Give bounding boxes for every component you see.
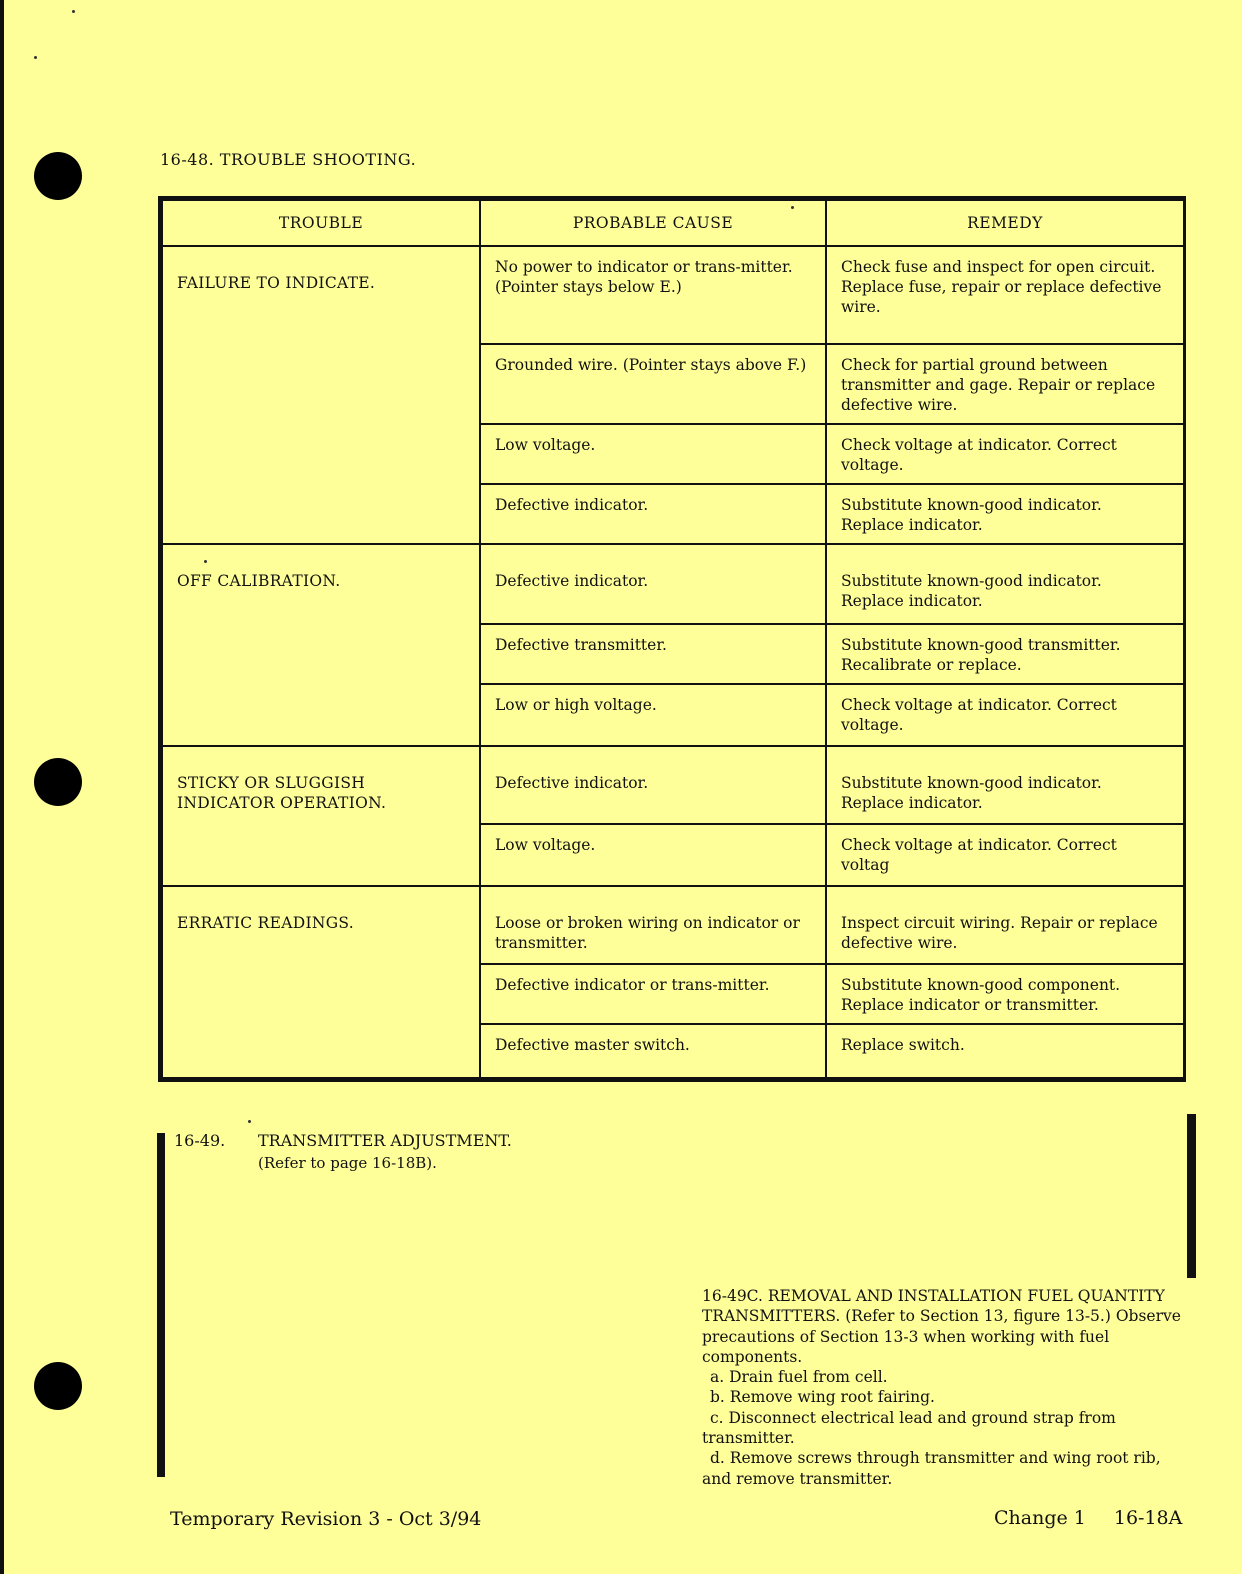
remedy-cell: Inspect circuit wiring. Repair or replace defective wire. bbox=[826, 886, 1184, 964]
table-row bbox=[162, 886, 1184, 964]
cause-cell: Low voltage. bbox=[480, 424, 826, 484]
page-footer bbox=[994, 1507, 1182, 1529]
cause-cell: Defective master switch. bbox=[480, 1024, 826, 1078]
revision-change-bar bbox=[1187, 1114, 1196, 1278]
remedy-cell: Substitute known-good indicator. Replace indicator. bbox=[826, 544, 1184, 624]
procedure-step: b. Remove wing root fairing. bbox=[710, 1388, 935, 1407]
cause-cell: Defective indicator. bbox=[480, 484, 826, 544]
header-remedy: REMEDY bbox=[826, 200, 1184, 246]
binder-hole-icon bbox=[34, 758, 82, 806]
binder-hole-icon bbox=[34, 1362, 82, 1410]
remedy-cell: Check for partial ground between transmitter and gage. Repair or replace defective wire. bbox=[826, 344, 1184, 424]
remedy-cell: Substitute known-good transmitter. Recalibrate or replace. bbox=[826, 624, 1184, 684]
trouble-cell: ERRATIC READINGS. bbox=[162, 886, 480, 1078]
cause-cell: Defective indicator or trans-mitter. bbox=[480, 964, 826, 1024]
page-left-edge bbox=[0, 0, 4, 1574]
remedy-cell: Substitute known-good indicator. Replace indicator. bbox=[826, 746, 1184, 824]
remedy-cell: Replace switch. bbox=[826, 1024, 1184, 1078]
table-row bbox=[162, 544, 1184, 624]
binder-hole-icon bbox=[34, 152, 82, 200]
remedy-cell: Substitute known-good indicator. Replace indicator. bbox=[826, 484, 1184, 544]
remedy-cell: Check fuse and inspect for open circuit. Replace fuse, repair or replace defective wire. bbox=[826, 246, 1184, 344]
paragraph-number: 16-49. bbox=[174, 1131, 226, 1150]
procedure-step: d. Remove screws through transmitter and wing root rib, and remove transmitter. bbox=[702, 1449, 1161, 1488]
paragraph-16-49 bbox=[174, 1130, 512, 1174]
trouble-cell: FAILURE TO INDICATE. bbox=[162, 246, 480, 544]
remedy-cell: Check voltage at indicator. Correct voltage. bbox=[826, 424, 1184, 484]
cause-cell: Defective indicator. bbox=[480, 746, 826, 824]
trouble-cell: OFF CALIBRATION. bbox=[162, 544, 480, 746]
cause-cell: Defective indicator. bbox=[480, 544, 826, 624]
procedure-step: a. Drain fuel from cell. bbox=[710, 1368, 888, 1387]
table-row bbox=[162, 746, 1184, 824]
speck bbox=[248, 1120, 251, 1123]
section-heading: 16-48. TROUBLE SHOOTING. bbox=[160, 150, 417, 169]
cause-cell: Low voltage. bbox=[480, 824, 826, 886]
remedy-cell: Check voltage at indicator. Correct voltage. bbox=[826, 684, 1184, 746]
cause-cell: Grounded wire. (Pointer stays above F.) bbox=[480, 344, 826, 424]
speck bbox=[34, 56, 37, 59]
header-probable-cause: PROBABLE CAUSE bbox=[480, 200, 826, 246]
remedy-cell: Check voltage at indicator. Correct voltag bbox=[826, 824, 1184, 886]
procedure-step: c. Disconnect electrical lead and ground strap from transmitter. bbox=[702, 1408, 1116, 1448]
cause-cell: No power to indicator or trans-mitter. (Pointer stays below E.) bbox=[480, 246, 826, 344]
trouble-cell: STICKY OR SLUGGISH INDICATOR OPERATION. bbox=[162, 746, 480, 886]
table-row bbox=[162, 246, 1184, 344]
paragraph-title: TRANSMITTER ADJUSTMENT. bbox=[258, 1131, 512, 1150]
paragraph-16-49c bbox=[702, 1286, 1192, 1489]
cause-cell: Loose or broken wiring on indicator or transmitter. bbox=[480, 886, 826, 964]
change-label: Change 1 bbox=[994, 1507, 1086, 1529]
table-header-row bbox=[162, 200, 1184, 246]
paragraph-intro: 16-49C. REMOVAL AND INSTALLATION FUEL QUANTITY TRANSMITTERS. (Refer to Section 13, figure 13-5.) Observe precautions of Section 13-3 when working with fuel components. bbox=[702, 1287, 1181, 1366]
revision-footer: Temporary Revision 3 - Oct 3/94 bbox=[170, 1508, 482, 1530]
remedy-cell: Substitute known-good component. Replace indicator or transmitter. bbox=[826, 964, 1184, 1024]
cause-cell: Low or high voltage. bbox=[480, 684, 826, 746]
cause-cell: Defective transmitter. bbox=[480, 624, 826, 684]
header-trouble: TROUBLE bbox=[162, 200, 480, 246]
speck bbox=[72, 10, 75, 13]
revision-change-bar bbox=[157, 1133, 165, 1477]
page-number: 16-18A bbox=[1113, 1507, 1183, 1529]
troubleshooting-table bbox=[158, 196, 1186, 1082]
paragraph-reference: (Refer to page 16-18B). bbox=[258, 1154, 437, 1172]
